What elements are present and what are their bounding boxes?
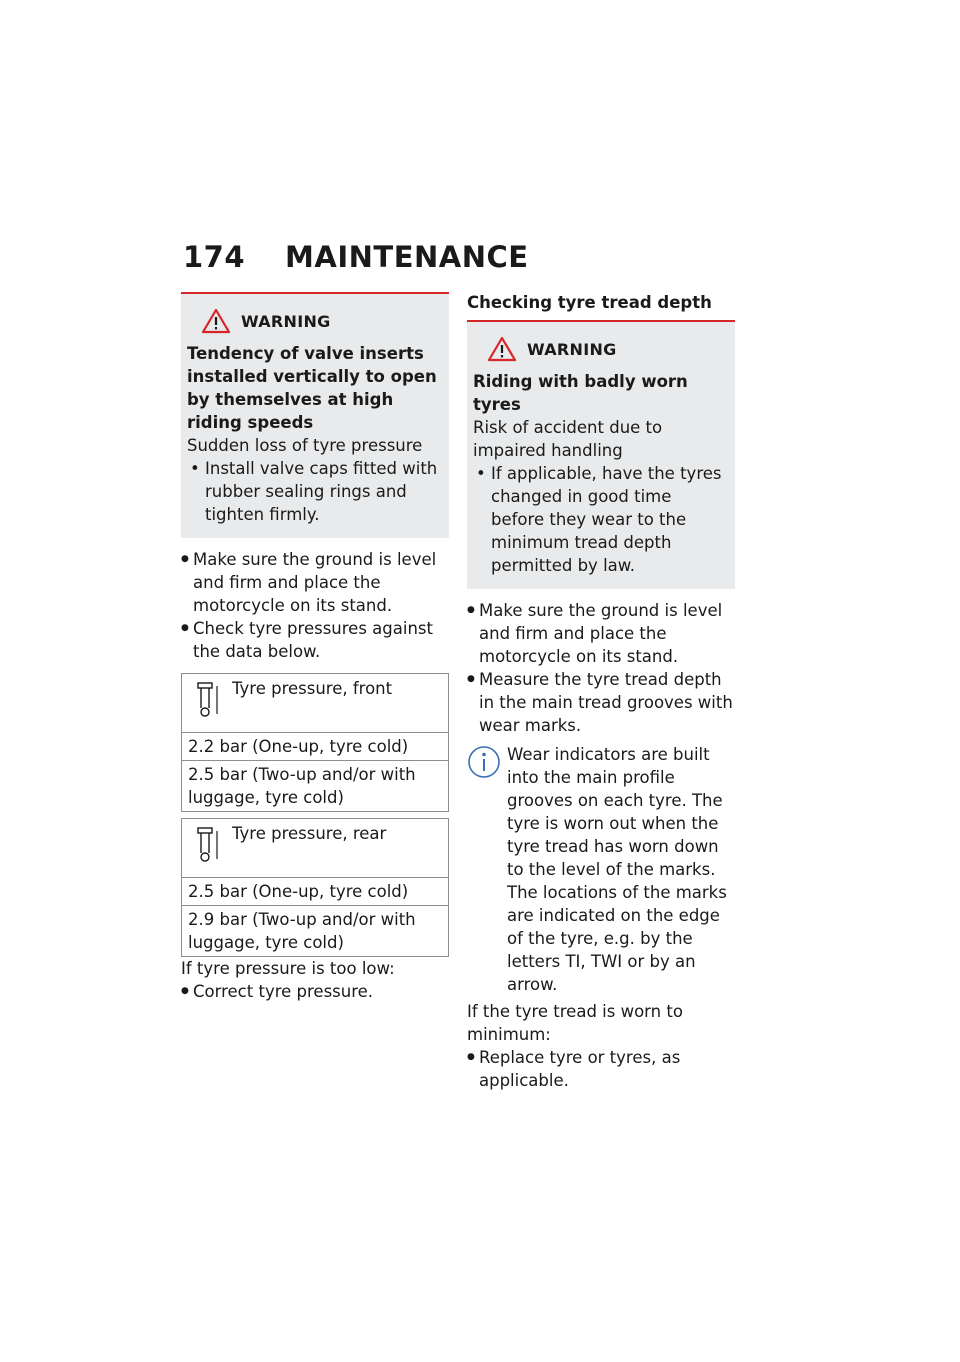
page-header bbox=[183, 240, 529, 274]
warning-text: Risk of accident due to impaired handling bbox=[473, 418, 663, 460]
info-note bbox=[467, 743, 735, 996]
spec-title: Tyre pressure, front bbox=[232, 679, 393, 698]
warning-label: WARNING bbox=[527, 339, 617, 359]
warning-bullet: • Install valve caps fitted with rubber sealing rings and tighten firmly. bbox=[187, 457, 441, 526]
right-column bbox=[467, 292, 735, 1092]
step-item: ● Make sure the ground is level and firm and place the motorcycle on its stand. bbox=[181, 548, 449, 617]
spec-table-rear bbox=[181, 818, 449, 957]
spec-table-front bbox=[181, 673, 449, 812]
warning-bullet: • If applicable, have the tyres changed in good time before they wear to the minimum tread depth permitted by law. bbox=[473, 462, 727, 577]
step-item: ● Replace tyre or tyres, as applicable. bbox=[467, 1046, 735, 1092]
page-title: MAINTENANCE bbox=[285, 240, 529, 274]
warning-triangle-icon bbox=[201, 308, 231, 334]
step-item: ● Check tyre pressures against the data below. bbox=[181, 617, 449, 663]
warning-header bbox=[487, 336, 727, 362]
info-icon bbox=[467, 745, 501, 779]
warning-heading: Tendency of valve inserts installed vertically to open by themselves at high riding speeds bbox=[187, 344, 437, 432]
warning-heading: Riding with badly worn tyres bbox=[473, 372, 688, 414]
spec-row: 2.5 bar (Two-up and/or with luggage, tyre cold) bbox=[188, 765, 416, 807]
section-title: Checking tyre tread depth bbox=[467, 293, 712, 312]
warning-text: Sudden loss of tyre pressure bbox=[187, 436, 423, 455]
spec-row: 2.5 bar (One-up, tyre cold) bbox=[182, 878, 448, 906]
left-column bbox=[181, 292, 449, 1003]
step-item: ● Make sure the ground is level and firm and place the motorcycle on its stand. bbox=[467, 599, 735, 668]
info-text: Wear indicators are built into the main profile grooves on each tyre. The tyre is worn out when the tyre tread has worn down to the level of the marks. The locations of the marks are indicated on the edge of the tyre, e.g. by the letters TI, TWI or by an arrow. bbox=[507, 745, 727, 994]
step-item: ● Measure the tyre tread depth in the main tread grooves with wear marks. bbox=[467, 668, 735, 737]
warning-header bbox=[201, 308, 441, 334]
warning-box bbox=[181, 294, 449, 538]
spec-row: 2.2 bar (One-up, tyre cold) bbox=[182, 733, 448, 761]
worn-text: If the tyre tread is worn to minimum: bbox=[467, 1002, 683, 1044]
spec-row: 2.9 bar (Two-up and/or with luggage, tyre cold) bbox=[188, 910, 416, 952]
warning-box bbox=[467, 322, 735, 589]
spec-title: Tyre pressure, rear bbox=[232, 824, 387, 843]
tyre-pressure-gauge-icon bbox=[194, 682, 220, 718]
step-item: ● Correct tyre pressure. bbox=[181, 980, 449, 1003]
warning-triangle-icon bbox=[487, 336, 517, 362]
tyre-pressure-gauge-icon bbox=[194, 827, 220, 863]
low-pressure-text: If tyre pressure is too low: bbox=[181, 959, 395, 978]
page-number: 174 bbox=[183, 240, 246, 274]
warning-label: WARNING bbox=[241, 311, 331, 331]
